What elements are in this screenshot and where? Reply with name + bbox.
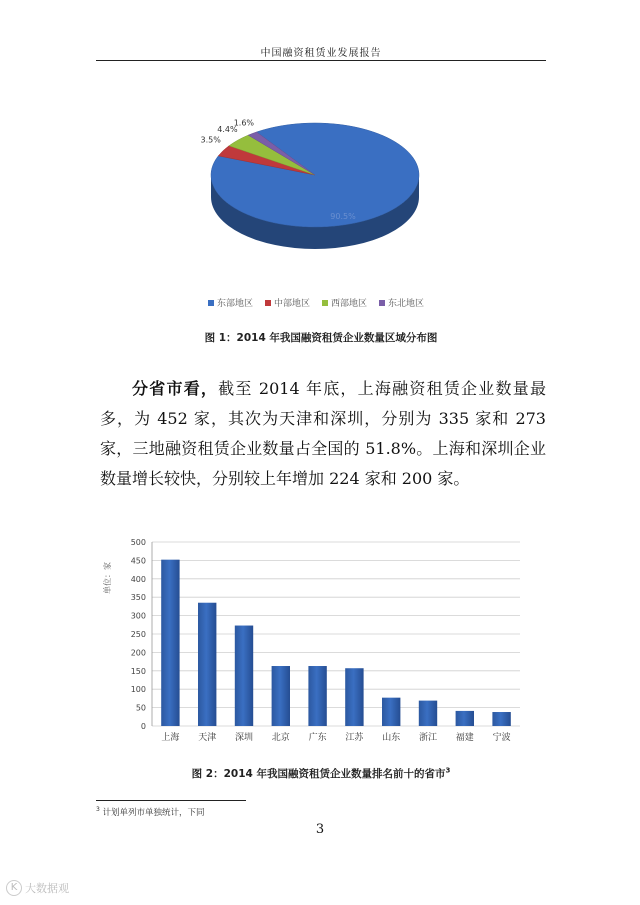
y-tick-label: 150 bbox=[130, 666, 146, 676]
x-tick-label: 江苏 bbox=[345, 733, 364, 742]
legend-label: 东部地区 bbox=[217, 299, 254, 309]
legend-swatch bbox=[265, 300, 271, 306]
pie-data-label: 1.6% bbox=[233, 118, 255, 128]
y-tick-label: 350 bbox=[130, 593, 146, 603]
x-tick-label: 天津 bbox=[198, 733, 217, 742]
figure2-caption-footnote-marker: 3 bbox=[445, 766, 451, 775]
bar-chart bbox=[96, 532, 526, 742]
pie-data-label: 4.4% bbox=[217, 125, 238, 135]
watermark bbox=[6, 880, 69, 896]
paragraph-lead: 分省市看， bbox=[132, 379, 219, 398]
y-tick-label: 0 bbox=[140, 722, 146, 731]
legend-swatch bbox=[379, 300, 385, 306]
x-tick-label: 山东 bbox=[382, 733, 401, 742]
footnote-rule bbox=[96, 800, 246, 801]
x-tick-label: 浙江 bbox=[418, 733, 438, 742]
figure2-caption-text: 图 2：2014 年我国融资租赁企业数量排名前十的省市 bbox=[191, 768, 446, 780]
footnote-text: 计划单列市单独统计，下同 bbox=[102, 808, 205, 818]
legend-swatch bbox=[322, 300, 328, 306]
legend-item bbox=[379, 296, 424, 309]
pie-data-label: 3.5% bbox=[200, 135, 221, 145]
bar-江苏 bbox=[345, 668, 363, 726]
bar-北京 bbox=[272, 666, 290, 726]
y-tick-label: 500 bbox=[130, 538, 146, 547]
legend-item bbox=[322, 296, 367, 309]
pie-chart bbox=[190, 110, 450, 280]
x-tick-label: 宁波 bbox=[492, 733, 511, 742]
legend-label: 东北地区 bbox=[388, 299, 425, 309]
bar-福建 bbox=[456, 711, 474, 726]
footnote-marker: 3 bbox=[96, 806, 100, 814]
legend-swatch bbox=[208, 300, 214, 306]
bar-深圳 bbox=[235, 626, 253, 726]
figure2-caption bbox=[96, 766, 546, 781]
pie-data-label: 90.5% bbox=[330, 212, 356, 221]
kk-logo-icon: K bbox=[6, 880, 22, 896]
x-tick-label: 广东 bbox=[308, 733, 327, 742]
pie-legend bbox=[208, 296, 424, 309]
legend-label: 中部地区 bbox=[274, 299, 311, 309]
legend-label: 西部地区 bbox=[331, 299, 368, 309]
y-tick-label: 50 bbox=[135, 703, 146, 713]
y-axis-label: 单位：家 bbox=[103, 562, 112, 594]
bar-山东 bbox=[382, 698, 400, 726]
legend-item bbox=[208, 296, 253, 309]
bar-浙江 bbox=[419, 701, 437, 726]
header-rule bbox=[96, 60, 546, 61]
y-tick-label: 300 bbox=[130, 611, 146, 621]
bar-广东 bbox=[308, 666, 326, 726]
figure1-caption: 图 1：2014 年我国融资租赁企业数量区域分布图 bbox=[204, 332, 438, 344]
y-tick-label: 250 bbox=[130, 630, 146, 639]
page-header: 中国融资租赁业发展报告 bbox=[260, 48, 382, 59]
bar-宁波 bbox=[492, 712, 510, 726]
bar-上海 bbox=[161, 560, 179, 726]
x-tick-label: 深圳 bbox=[234, 733, 254, 742]
y-tick-label: 200 bbox=[130, 648, 146, 658]
y-tick-label: 400 bbox=[130, 574, 146, 584]
paragraph-text: 截至 2014 年底，上海融资租赁企业数量最多，为 452 家，其次为天津和深圳，分别为 335 家和 273 家，三地融资租赁企业数量占全国的 51.8%。上海和深圳企业数量增长较快，分别较上年增加 224 家和 200 家。 bbox=[100, 379, 546, 488]
y-tick-label: 450 bbox=[130, 556, 146, 566]
x-tick-label: 福建 bbox=[455, 733, 474, 742]
y-tick-label: 100 bbox=[130, 685, 146, 695]
watermark-text: 大数据观 bbox=[25, 882, 69, 895]
x-tick-label: 上海 bbox=[161, 733, 180, 742]
bar-天津 bbox=[198, 603, 216, 726]
footnote bbox=[96, 806, 205, 818]
legend-item bbox=[265, 296, 310, 309]
page-number: 3 bbox=[315, 822, 325, 837]
x-tick-label: 北京 bbox=[271, 733, 290, 742]
body-paragraph bbox=[100, 374, 546, 494]
